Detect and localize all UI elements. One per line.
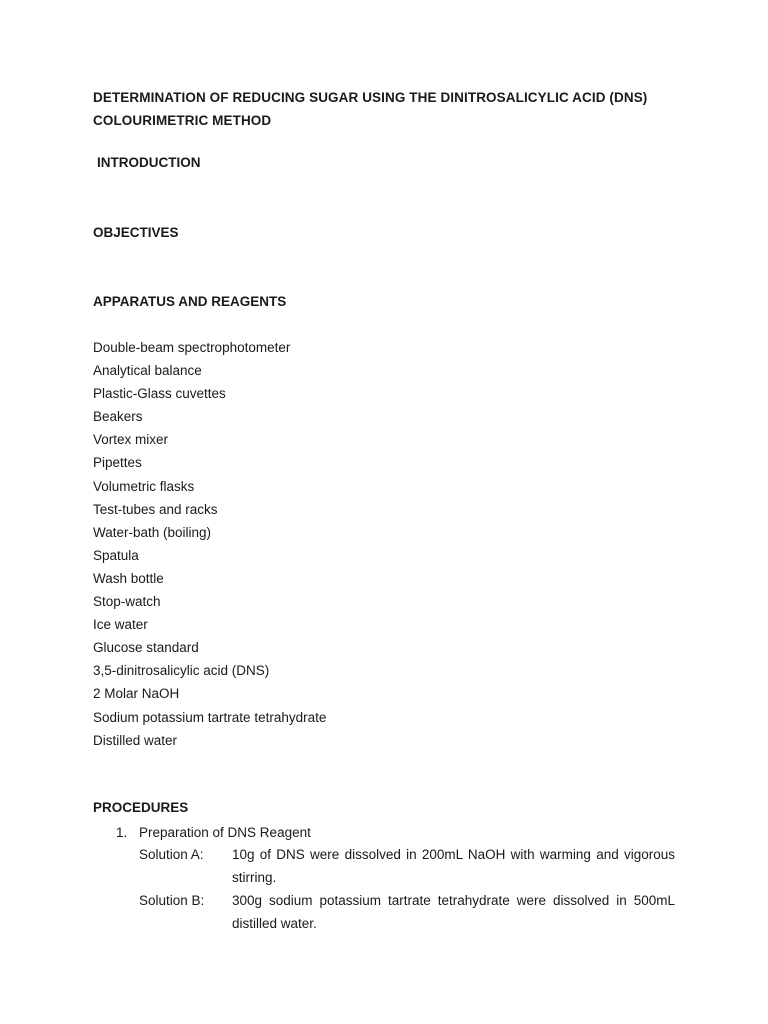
solution-a-label: Solution A: <box>139 847 204 862</box>
heading-objectives: OBJECTIVES <box>93 225 179 240</box>
heading-introduction: INTRODUCTION <box>97 155 201 170</box>
list-item: Ice water <box>93 617 148 633</box>
list-item: Spatula <box>93 547 139 563</box>
list-item: Stop-watch <box>93 594 161 610</box>
list-item: Vortex mixer <box>93 432 169 448</box>
list-item: Double-beam spectrophotometer <box>93 340 291 355</box>
list-item: Sodium potassium tartrate tetrahydrate <box>93 709 327 725</box>
list-item: Beakers <box>93 409 143 425</box>
heading-procedures: PROCEDURES <box>93 800 189 815</box>
list-item: 2 Molar NaOH <box>93 686 180 702</box>
heading-apparatus-and-reagents: APPARATUS AND REAGENTS <box>93 294 287 309</box>
list-item: Glucose standard <box>93 640 199 656</box>
apparatus-list <box>93 339 326 755</box>
list-item: Water-bath (boiling) <box>93 524 212 540</box>
list-item: Pipettes <box>93 455 142 471</box>
list-item: Analytical balance <box>93 363 202 379</box>
procedure-step-number: 1. <box>116 825 128 840</box>
solution-b-text: 300g sodium potassium tartrate tetrahydrate were dissolved in 500mL distilled water. <box>232 893 675 931</box>
list-item: Wash bottle <box>93 570 164 586</box>
list-item: Volumetric flasks <box>93 478 195 494</box>
document-title: DETERMINATION OF REDUCING SUGAR USING THE DINITROSALICYLIC ACID (DNS) COLOURIMETRIC METHOD <box>93 90 648 128</box>
list-item: 3,5-dinitrosalicylic acid (DNS) <box>93 663 270 679</box>
solution-b-label: Solution B: <box>139 893 205 908</box>
procedure-step-title: Preparation of DNS Reagent <box>139 825 311 840</box>
list-item: Test-tubes and racks <box>93 501 218 517</box>
list-item: Distilled water <box>93 732 178 748</box>
solution-a-text: 10g of DNS were dissolved in 200mL NaOH with warming and vigorous stirring. <box>232 847 675 885</box>
list-item: Plastic-Glass cuvettes <box>93 386 226 402</box>
